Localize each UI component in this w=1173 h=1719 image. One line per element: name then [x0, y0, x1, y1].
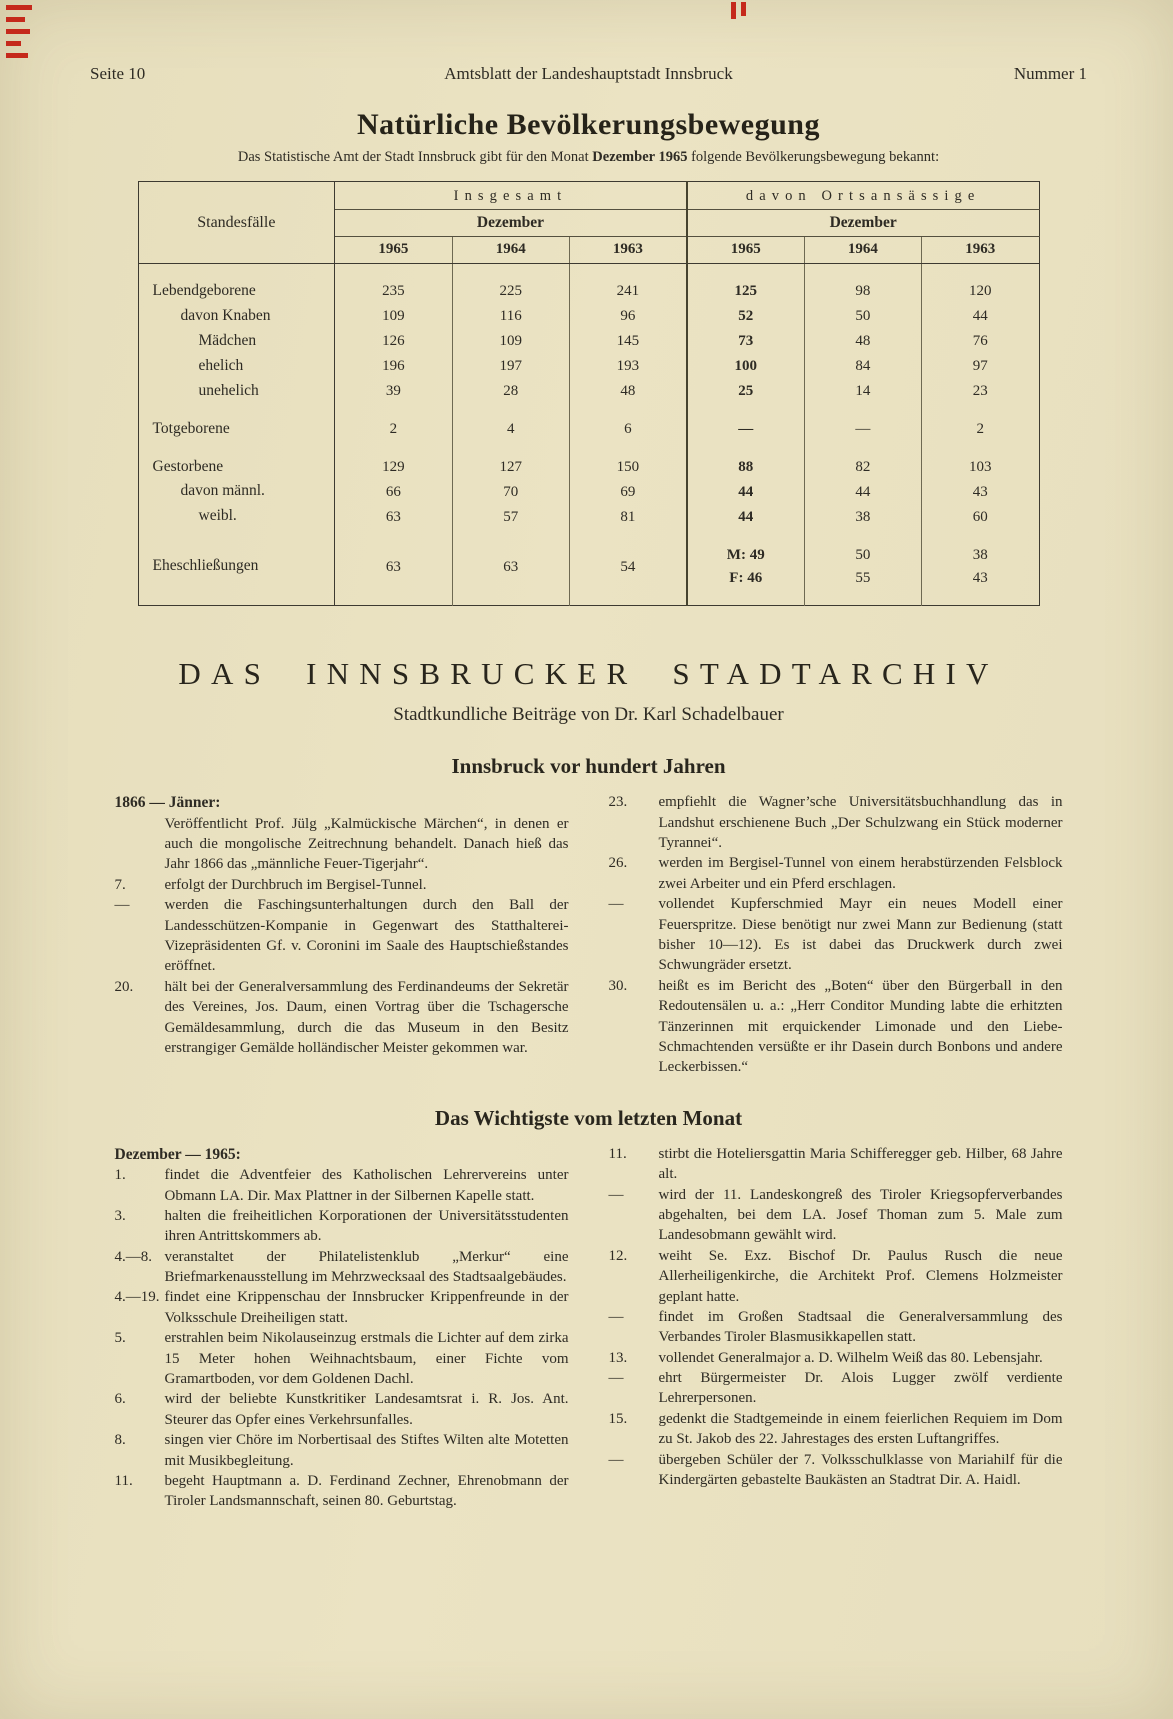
row-label: Gestorbene	[138, 442, 335, 480]
item-marker: —	[608, 896, 624, 913]
page-header	[90, 64, 1087, 84]
scan-mark	[6, 5, 32, 10]
article-item	[609, 1246, 1063, 1307]
column-heading: Dezember — 1965:	[114, 1145, 241, 1163]
cell-value: 145	[569, 329, 686, 354]
cell-value: 25	[687, 379, 804, 404]
cell-value: 76	[922, 329, 1039, 354]
stats-subtitle-month: Dezember 1965	[592, 149, 688, 165]
cell-value: 50 55	[804, 529, 921, 606]
cell-value: M: 49 F: 46	[687, 529, 804, 606]
article-item	[609, 1307, 1063, 1348]
cell-value: 70	[452, 479, 569, 504]
item-marker: —	[608, 1451, 624, 1468]
cell-value: 52	[687, 304, 804, 329]
row-label: davon Knaben	[138, 304, 335, 329]
table-corner-label: Standesfälle	[138, 182, 335, 264]
article-item	[609, 1368, 1063, 1409]
scan-mark	[6, 17, 25, 22]
two-column-layout	[115, 1144, 1063, 1512]
scan-mark	[731, 2, 736, 19]
cell-value: 39	[385, 383, 401, 400]
article-item	[115, 1206, 569, 1247]
table-row	[138, 354, 1039, 379]
article-item	[115, 1247, 569, 1288]
item-text: übergeben Schüler der 7. Volksschulklasse von Mariahilf für die Kindergärten gebastelte Baukästen an Stadtrat Dir. A. Haidl.	[658, 1451, 1063, 1489]
article-item	[115, 1471, 569, 1512]
cell-value: 109	[452, 329, 569, 354]
row-label: unehelich	[138, 379, 335, 404]
cell-value: 235	[382, 283, 405, 300]
item-text: weiht Se. Exz. Bischof Dr. Paulus Rusch die neue Allerheiligenkirche, die Architekt Prof. Clemens Holzmeister geplant hatte.	[658, 1247, 1063, 1305]
row-label: Mädchen	[138, 329, 335, 354]
cell-value: 44	[922, 304, 1039, 329]
cell-value: 54	[569, 529, 686, 606]
item-text: ehrt Bürgermeister Dr. Alois Lugger zwölf verdiente Lehrerpersonen.	[658, 1370, 1063, 1407]
group-header-insgesamt: Insgesamt	[335, 182, 687, 210]
archiv-title: DAS INNSBRUCKER STADTARCHIV	[178, 656, 999, 692]
right-column	[609, 792, 1063, 1077]
stats-table-body	[138, 264, 1039, 606]
page-number: Seite 10	[90, 64, 146, 83]
section-wichtigste-vom-letzten-monat	[90, 1106, 1087, 1512]
cell-value: 69	[569, 479, 686, 504]
cell-value: 66	[385, 483, 401, 500]
item-marker: —	[608, 1186, 624, 1203]
item-text: halten die freiheitlichen Korporationen der Universitätsstudenten ihren Antrittskommers ab.	[164, 1207, 569, 1245]
scan-mark	[6, 29, 30, 34]
item-marker: 5.	[114, 1330, 126, 1347]
item-marker: 8.	[114, 1432, 126, 1449]
table-row	[138, 442, 1039, 480]
group-header-ortsansaessige: davon Ortsansässige	[687, 182, 1039, 210]
cell-value: 125	[687, 264, 804, 304]
cell-value: 44	[687, 504, 804, 529]
year-header: 1965	[687, 237, 804, 264]
table-row	[138, 304, 1039, 329]
article-item	[115, 1328, 569, 1389]
cell-value: 116	[452, 304, 569, 329]
column-heading: 1866 — Jänner:	[114, 794, 221, 812]
item-text: wird der beliebte Kunstkritiker Landesamtsrat i. R. Jos. Ant. Steurer das Opfer eines Verkehrsunfalles.	[164, 1391, 569, 1428]
item-marker: 20.	[114, 978, 134, 995]
left-column	[115, 792, 569, 1077]
article-item	[115, 977, 569, 1059]
table-row	[138, 379, 1039, 404]
cell-value: 73	[687, 329, 804, 354]
cell-value: 63	[385, 558, 401, 575]
cell-value: 43	[922, 479, 1039, 504]
section-heading: Das Wichtigste vom letzten Monat	[434, 1105, 743, 1130]
cell-value: 88	[687, 442, 804, 480]
item-text: stirbt die Hoteliersgattin Maria Schifferegger geb. Hilber, 68 Jahre alt.	[658, 1145, 1063, 1183]
cell-value: 129	[382, 458, 405, 475]
item-text: gedenkt die Stadtgemeinde in einem feierlichen Requiem im Dom zu St. Jakob des 22. Jahrestages des ersten Luftangriffes.	[658, 1410, 1063, 1448]
cell-value: 48	[804, 329, 921, 354]
cell-value: 23	[922, 379, 1039, 404]
cell-value: 38	[804, 504, 921, 529]
archiv-subtitle: Stadtkundliche Beiträge von Dr. Karl Schadelbauer	[393, 704, 784, 726]
year-header: 1964	[452, 237, 569, 264]
article-item	[609, 792, 1063, 853]
year-header: 1965	[335, 237, 452, 264]
population-stats-table	[138, 181, 1040, 606]
article-item	[115, 1287, 569, 1328]
item-marker: 3.	[114, 1207, 126, 1224]
item-text: werden die Faschingsunterhaltungen durch den Ball der Landesschützen-Kompanie in Gegenwart des Statthalterei-Vizepräsidenten Gf. v. Coronini im Saale des Hauptschießstandes eröffnet.	[164, 897, 569, 975]
cell-value: —	[804, 404, 921, 442]
table-row	[138, 404, 1039, 442]
item-marker: 30.	[608, 977, 628, 994]
cell-value: 50	[804, 304, 921, 329]
cell-value: 38 43	[922, 529, 1039, 606]
left-column	[115, 1144, 569, 1512]
item-marker: 11.	[114, 1473, 133, 1489]
article-item	[115, 895, 569, 977]
item-marker: 12.	[608, 1247, 628, 1264]
section-heading: Innsbruck vor hundert Jahren	[451, 754, 726, 779]
item-marker: 15.	[608, 1410, 628, 1427]
stats-subtitle-pre: Das Statistische Amt der Stadt Innsbruck gibt für den Monat	[237, 149, 593, 165]
cell-value: —	[687, 404, 804, 442]
cell-value: 193	[569, 354, 686, 379]
item-text: singen vier Chöre im Norbertisaal des Stiftes Wilten alte Motetten mit Musikbegleitung.	[164, 1432, 569, 1469]
item-text: empfiehlt die Wagner’sche Universitätsbuchhandlung das in Landshut erschienene Buch „Der Schulzwang ein Stück moderner Tyrannei“.	[658, 794, 1063, 852]
cell-value: 109	[382, 308, 405, 325]
cell-value: 44	[804, 479, 921, 504]
article-item	[609, 1185, 1063, 1246]
scan-mark	[6, 53, 28, 58]
cell-value: 120	[922, 264, 1039, 304]
item-marker: —	[608, 1308, 624, 1325]
item-text: hält bei der Generalversammlung des Ferdinandeums der Sekretär des Vereines, Jos. Daum, einen Vortrag über die Tschagersche Gemäldesammlung, durch die das Museum in den Besitz erstrangiger Gemälde holländischer Meister gekommen war.	[164, 978, 569, 1056]
item-marker: 7.	[114, 876, 126, 893]
cell-value: 4	[452, 404, 569, 442]
item-text: werden im Bergisel-Tunnel von einem herabstürzenden Felsblock zwei Arbeiter und ein Pferd erschlagen.	[658, 855, 1063, 892]
right-column	[609, 1144, 1063, 1512]
item-marker: 4.—8.	[114, 1248, 152, 1265]
section-innsbruck-vor-hundert-jahren	[90, 754, 1087, 1077]
article-item	[609, 1409, 1063, 1450]
table-row	[138, 529, 1039, 606]
cell-value: 44	[687, 479, 804, 504]
cell-value: 82	[804, 442, 921, 480]
cell-value: 2	[922, 404, 1039, 442]
issue-number: Nummer 1	[1013, 64, 1087, 83]
item-text: erfolgt der Durchbruch im Bergisel-Tunnel.	[164, 876, 427, 893]
table-row	[138, 264, 1039, 304]
cell-value: 14	[804, 379, 921, 404]
cell-value: 97	[922, 354, 1039, 379]
cell-value: 63	[452, 529, 569, 606]
year-header: 1963	[569, 237, 686, 264]
cell-value: 57	[452, 504, 569, 529]
stats-table-head	[138, 182, 1039, 264]
month-header: Dezember	[335, 210, 687, 237]
cell-value: 241	[569, 264, 686, 304]
row-label: davon männl.	[138, 479, 335, 504]
row-label: Lebendgeborene	[138, 264, 335, 304]
cell-value: 225	[452, 264, 569, 304]
cell-value: 98	[804, 264, 921, 304]
item-text: vollendet Generalmajor a. D. Wilhelm Weiß das 80. Lebensjahr.	[658, 1349, 1043, 1366]
item-text: veranstaltet der Philatelistenklub „Merkur“ eine Briefmarkenausstellung im Mehrzwecksaal des Stadtsaalgebäudes.	[164, 1248, 569, 1286]
year-header: 1963	[922, 237, 1039, 264]
cell-value: 127	[452, 442, 569, 480]
item-text: begeht Hauptmann a. D. Ferdinand Zechner, Ehrenobmann der Tiroler Landsmannschaft, seinen 80. Geburtstag.	[164, 1473, 569, 1510]
table-row	[138, 479, 1039, 504]
cell-value: 197	[452, 354, 569, 379]
cell-value: 196	[382, 358, 405, 375]
row-label: Totgeborene	[138, 404, 335, 442]
cell-value: 60	[922, 504, 1039, 529]
cell-value: 96	[569, 304, 686, 329]
cell-value: 28	[452, 379, 569, 404]
table-row	[138, 504, 1039, 529]
cell-value: 84	[804, 354, 921, 379]
item-marker: 23.	[608, 794, 628, 811]
item-text: findet die Adventfeier des Katholischen Lehrervereins unter Obmann LA. Dir. Max Plattner in der Silbernen Kapelle statt.	[164, 1167, 569, 1204]
stats-title: Natürliche Bevölkerungsbewegung	[356, 108, 820, 141]
article-item	[115, 814, 569, 875]
row-label: Eheschließungen	[138, 529, 335, 606]
row-label: weibl.	[138, 504, 335, 529]
cell-value: 63	[385, 508, 401, 525]
row-label: ehelich	[138, 354, 335, 379]
scan-mark	[6, 41, 21, 46]
cell-value: 150	[569, 442, 686, 480]
article-item	[115, 1165, 569, 1206]
item-text: findet eine Krippenschau der Innsbrucker Krippenfreunde in der Volksschule Dreiheiligen statt.	[164, 1289, 569, 1326]
cell-value: 81	[569, 504, 686, 529]
article-item	[609, 853, 1063, 894]
article-item	[115, 1389, 569, 1430]
cell-value: 126	[382, 333, 405, 350]
cell-value: 6	[569, 404, 686, 442]
item-text: heißt es im Bericht des „Boten“ über den Bürgerball in den Redoutensälen u. a.: „Herr Conditor Munding labte die erhitzten Tänzerinnen mit erquickender Limonade und den Liebe-Schmachtenden versüßte er ihr Dasein durch Bonbons und andere Leckerbissen.“	[658, 977, 1063, 1076]
item-marker: 26.	[608, 855, 628, 872]
article-item	[609, 894, 1063, 976]
article-item	[609, 976, 1063, 1078]
month-header: Dezember	[687, 210, 1039, 237]
stats-subtitle-post: folgende Bevölkerungsbewegung bekannt:	[687, 149, 940, 165]
cell-value: 2	[389, 420, 398, 437]
scan-mark	[741, 2, 746, 16]
cell-value: 103	[922, 442, 1039, 480]
article-item	[115, 1430, 569, 1471]
table-row	[138, 329, 1039, 354]
item-text: erstrahlen beim Nikolauseinzug erstmals die Lichter auf dem zirka 15 Meter hohen Weihnachtsbaum, einer Fichte vom Gramartboden, vor dem Goldenen Dachl.	[164, 1330, 569, 1388]
cell-value: 48	[569, 379, 686, 404]
article-item	[609, 1348, 1063, 1368]
article-item	[609, 1450, 1063, 1491]
year-header: 1964	[804, 237, 921, 264]
two-column-layout	[115, 792, 1063, 1077]
item-text: Veröffentlicht Prof. Jülg „Kalmückische Märchen“, in denen er auch die mongolische Zeitrechnung behandelt. Danach hieß das Jahr 1866 das „männliche Feuer-Tigerjahr“.	[164, 815, 569, 873]
stats-subtitle	[90, 149, 1087, 166]
item-marker: 1.	[114, 1167, 126, 1184]
item-text: wird der 11. Landeskongreß des Tiroler Kriegsopferverbandes abgehalten, bei dem LA. Josef Thoman zum 5. Male zum Landesobmann gewählt wird.	[658, 1186, 1063, 1244]
article-item	[609, 1144, 1063, 1185]
item-text: findet im Großen Stadtsaal die Generalversammlung des Verbandes Tiroler Blasmusikkapellen statt.	[658, 1308, 1063, 1346]
item-marker: —	[114, 897, 130, 914]
item-marker: 6.	[114, 1391, 126, 1408]
item-text: vollendet Kupferschmied Mayr ein neues Modell einer Feuerspritze. Diese benötigt nur zwei Mann zur Bedienung (statt bisher 10—12). Es ist dabei das Druckwerk durch zwei Schwungräder ersetzt.	[658, 896, 1063, 974]
article-item	[115, 875, 569, 895]
journal-title: Amtsblatt der Landeshauptstadt Innsbruck	[444, 64, 733, 83]
item-marker: 13.	[608, 1349, 628, 1366]
item-marker: 4.—19.	[114, 1289, 160, 1306]
item-marker: 11.	[608, 1145, 627, 1162]
item-marker: —	[608, 1370, 624, 1387]
cell-value: 100	[687, 354, 804, 379]
